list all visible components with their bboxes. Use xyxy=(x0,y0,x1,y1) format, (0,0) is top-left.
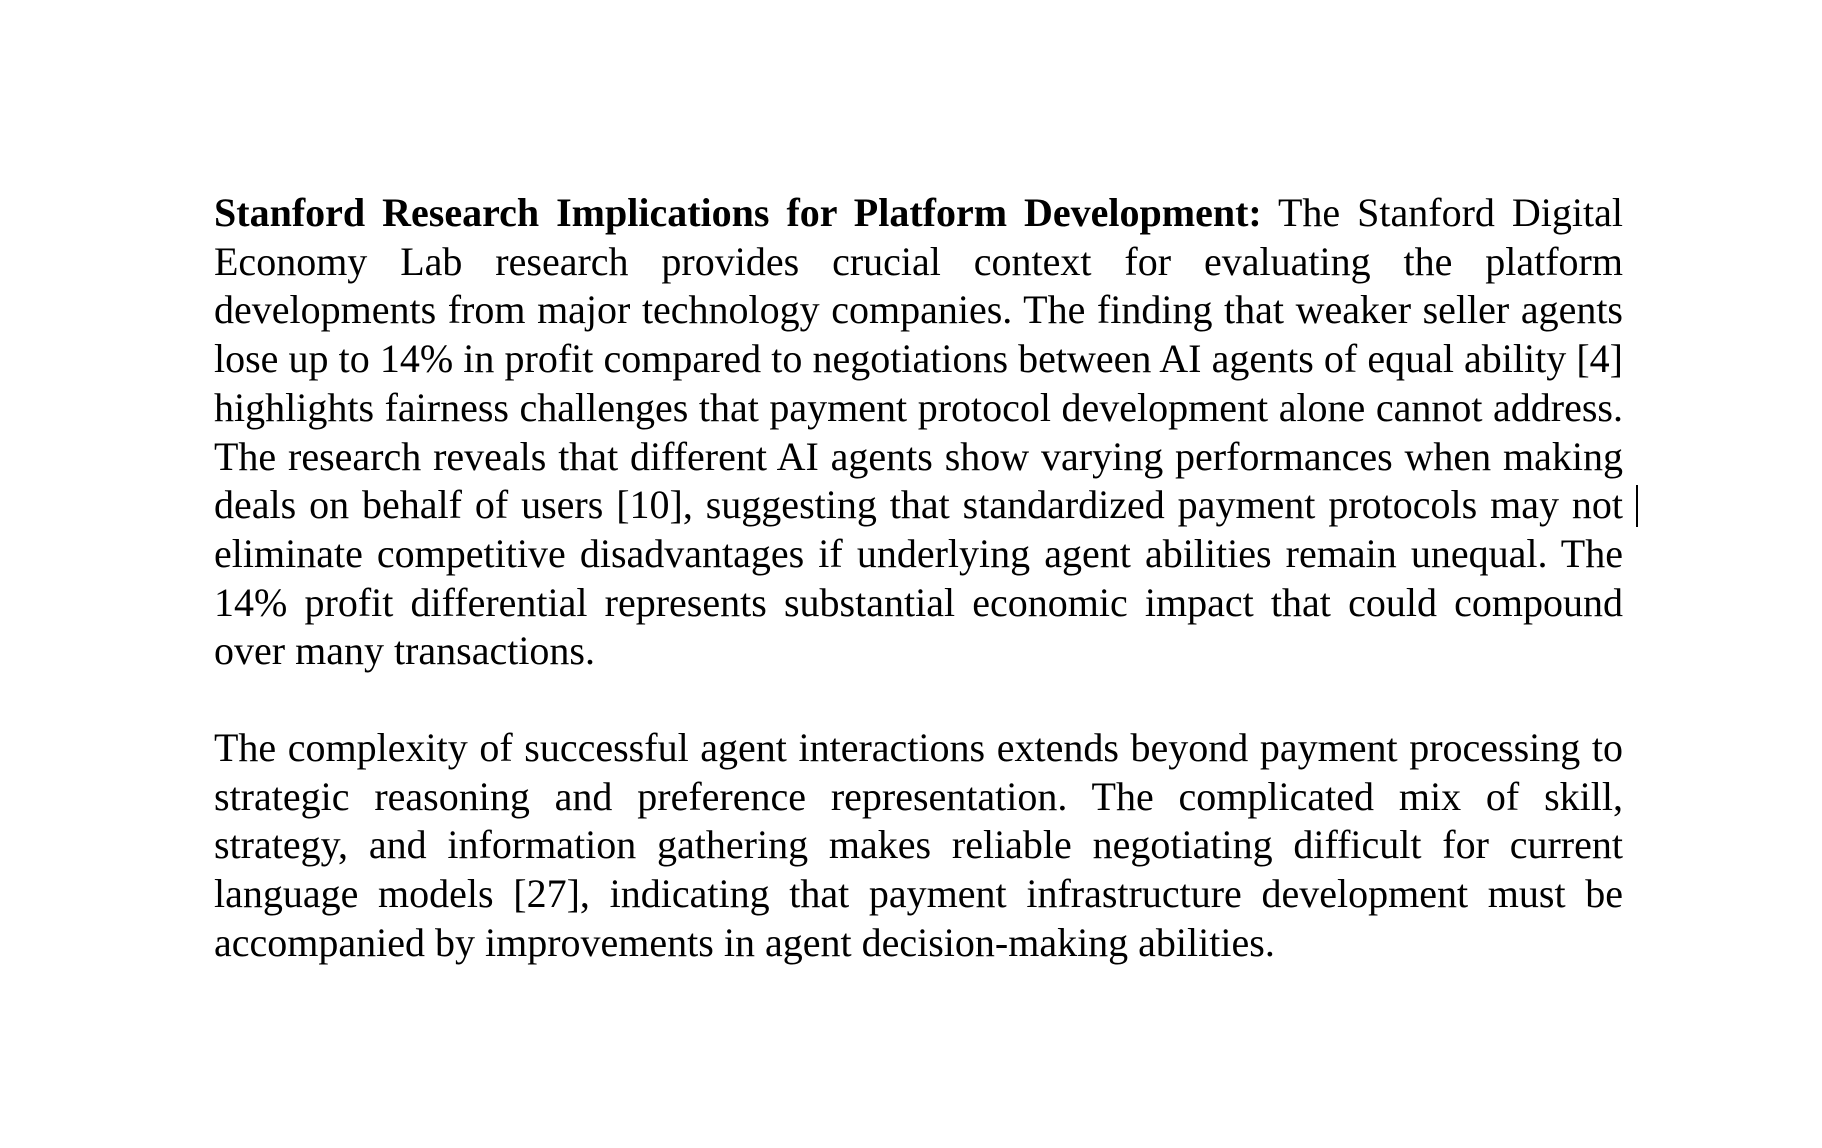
text-cursor-caret xyxy=(1636,485,1638,527)
paragraph-body: The Stanford Digital Economy Lab research provides crucial context for evaluating the platform developments from major technology companies. The finding that weaker seller agents lose up to 14% in profit compared to negotiations between AI agents of equal ability [4] highlights fairness challenges that payment protocol development alone cannot address. The research reveals that different AI agents show varying performances when making deals on behalf of users [10], suggesting that standardized payment protocols may not eliminate competitive disadvantages if underlying agent abilities remain unequal. The 14% profit differential represents substantial economic impact that could compound over many transactions. xyxy=(214,190,1623,674)
paragraph-heading: Stanford Research Implications for Platform Development: xyxy=(214,190,1262,235)
paragraph-stanford-implications xyxy=(214,189,1623,676)
paragraph-agent-complexity xyxy=(214,724,1623,968)
document-text-body[interactable] xyxy=(214,189,1623,968)
paragraph-body: The complexity of successful agent interactions extends beyond payment processing to strategic reasoning and preference representation. The complicated mix of skill, strategy, and information gathering makes reliable negotiating difficult for current language models [27], indicating that payment infrastructure development must be accompanied by improvements in agent decision-making abilities. xyxy=(214,725,1623,965)
